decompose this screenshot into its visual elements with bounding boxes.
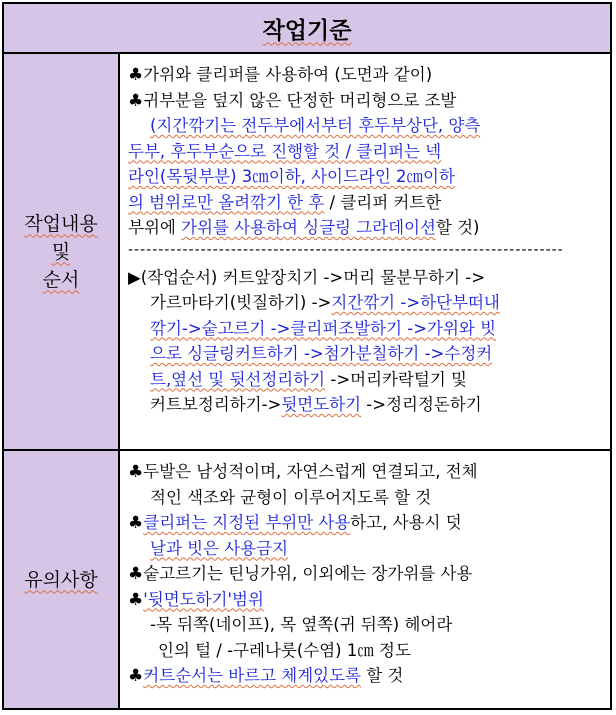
text-line: 커트보정리하기->뒷면도하기 ->정리정돈하기	[150, 395, 482, 414]
text-line: (지간깎기는 전두부에서부터 후두부상단, 양측	[150, 116, 481, 135]
page-title: 작업기준	[262, 17, 352, 44]
text-line: 인의 털 / -구레나룻(수염) 1㎝ 정도	[158, 640, 411, 660]
list-item: ♣커트순서는 바르고 체계있도록 할 것	[128, 666, 404, 686]
club-bullet-icon: ♣	[128, 462, 144, 482]
procedure-content	[120, 62, 610, 418]
list-item: ♣두발은 남성적이며, 자연스럽게 연결되고, 전체	[128, 462, 478, 482]
club-bullet-icon: ♣	[128, 513, 144, 533]
club-bullet-icon: ♣	[128, 65, 144, 85]
text-line: -목 뒤쪽(네이프), 목 옆쪽(귀 뒤쪽) 헤어라	[150, 615, 453, 634]
text-line: 가르마타기(빗질하기) ->지간깎기 ->하단부떠내	[150, 293, 500, 312]
arrow-bullet-icon: ▶	[128, 267, 141, 287]
title-row	[4, 4, 610, 54]
label-line: 순서	[42, 268, 80, 291]
work-standard-table	[2, 2, 612, 710]
text-line: 트,옆선 및 뒷선정리하기 ->머리카락털기 및	[150, 369, 467, 389]
text-line: 부위에 가위를 사용하여 싱글링 그라데이션할 것)	[128, 218, 480, 237]
notes-content	[120, 459, 610, 689]
list-item: ▶(작업순서) 커트앞장치기 ->머리 물분무하기 ->	[128, 267, 486, 287]
club-bullet-icon: ♣	[128, 589, 144, 610]
text-line: 깎기->숱고르기 ->클리퍼조발하기 ->가위와 빗	[150, 318, 497, 338]
list-item: ♣클리퍼는 지정된 부위만 사용하고, 사용시 덧	[128, 513, 462, 533]
section-label-notes	[4, 451, 120, 708]
text-line: 으로 싱글링커트하기 ->첨가분칠하기 ->수정커	[150, 344, 493, 363]
text-line: 날과 빗은 사용금지	[150, 538, 289, 558]
list-item: ♣가위와 클리퍼를 사용하여 (도면과 같이)	[128, 65, 433, 85]
text-line: 라인(목뒷부분) 3㎝이하, 사이드라인 2㎝이하	[128, 167, 455, 186]
section-label-procedure	[4, 54, 120, 449]
list-item: ♣'뒷면도하기'범위	[128, 589, 264, 610]
text-line: 의 범위로만 올려깎기 한 후 / 클리퍼 커트한	[128, 192, 442, 212]
label-line: 작업내용	[24, 212, 98, 235]
text-line: 적인 색조와 균형이 이루어지도록 할 것	[150, 487, 432, 507]
label-line: 및	[51, 240, 71, 263]
club-bullet-icon: ♣	[128, 564, 144, 584]
club-bullet-icon: ♣	[128, 90, 144, 111]
dashed-divider: ------------------------------------------------------------------------	[128, 244, 564, 258]
club-bullet-icon: ♣	[128, 666, 144, 686]
text-line: 두부, 후두부순으로 진행할 것 / 클리퍼는 넥	[128, 141, 442, 161]
label-line: 유의사항	[24, 568, 98, 591]
list-item: ♣귀부분을 덮지 않은 단정한 머리형으로 조발	[128, 90, 457, 111]
list-item: ♣숱고르기는 틴닝가위, 이외에는 장가위를 사용	[128, 564, 473, 584]
